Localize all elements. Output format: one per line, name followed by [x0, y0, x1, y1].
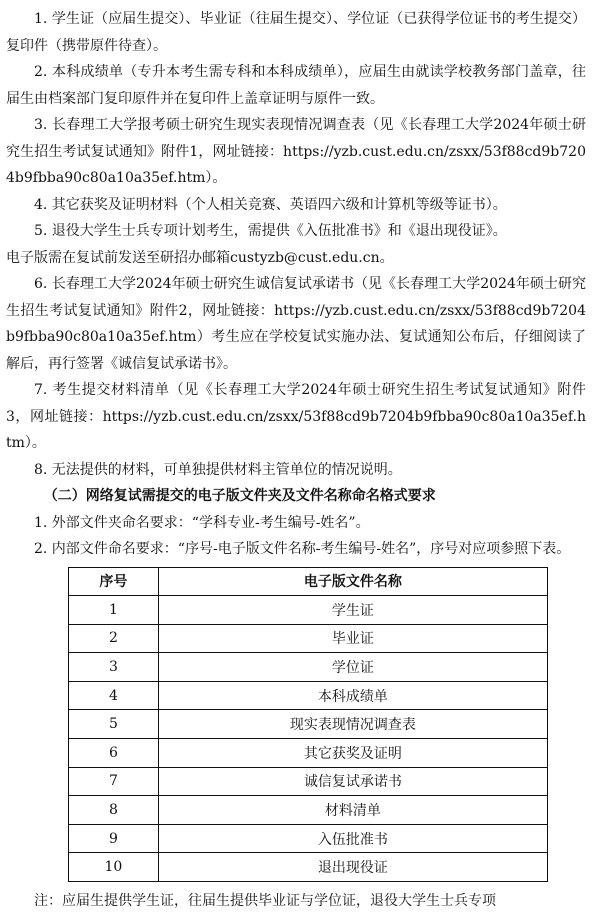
- row-file-name: 材料清单: [158, 796, 547, 825]
- table-row: [69, 767, 548, 796]
- table-row: [69, 624, 548, 653]
- paragraph-3: 3. 长春理工大学报考硕士研究生现实表现情况调查表（见《长春理工大学2024年硕士研究生招生考试复试通知》附件1，网址链接：https://yzb.cust.edu.cn/zsxx/53f88cd9b7204b9fbba90c80a10a35ef.htm）。: [6, 117, 586, 186]
- row-index: 8: [69, 796, 159, 825]
- row-file-name: 毕业证: [158, 624, 547, 653]
- paragraph-6: 6. 长春理工大学2024年硕士研究生诚信复试承诺书（见《长春理工大学2024年硕士研究生招生考试复试通知》附件2，网址链接：https://yzb.cust.edu.cn/zsxx/53f88cd9b7204b9fbba90c80a10a35ef.htm）考生应在学校复试实施办法、复试通知公布后，仔细阅读了解后，再行签署《诚信复试承诺书》。: [6, 276, 586, 372]
- row-index: 1: [69, 596, 159, 625]
- table-row: [69, 653, 548, 682]
- row-index: 3: [69, 653, 159, 682]
- table-row: [69, 824, 548, 853]
- row-file-name: 退出现役证: [158, 853, 547, 882]
- row-file-name: 现实表现情况调查表: [158, 710, 547, 739]
- row-index: 5: [69, 710, 159, 739]
- naming-rule-2: 2. 内部文件命名要求：“序号-电子版文件名称-考生编号-姓名”，序号对应项参照下表。: [34, 541, 571, 557]
- file-naming-table: [68, 567, 548, 883]
- row-file-name: 其它获奖及证明: [158, 739, 547, 768]
- header-file-name: 电子版文件名称: [158, 567, 547, 596]
- row-index: 7: [69, 767, 159, 796]
- row-index: 9: [69, 824, 159, 853]
- section-heading: （二）网络复试需提交的电子版文件夹及文件名称命名格式要求: [43, 488, 436, 504]
- row-index: 6: [69, 739, 159, 768]
- table-row: [69, 796, 548, 825]
- table-row: [69, 853, 548, 882]
- header-index: 序号: [69, 567, 159, 596]
- table-row: [69, 681, 548, 710]
- row-file-name: 学生证: [158, 596, 547, 625]
- row-file-name: 本科成绩单: [158, 681, 547, 710]
- paragraph-email: 电子版需在复试前发送至研招办邮箱custyzb@cust.edu.cn。: [6, 249, 394, 266]
- row-file-name: 入伍批准书: [158, 824, 547, 853]
- row-index: 10: [69, 853, 159, 882]
- paragraph-2: 2. 本科成绩单（专升本考生需专科和本科成绩单），应届生由就读学校教务部门盖章，往届生由档案部门复印原件并在复印件上盖章证明与原件一致。: [6, 64, 586, 107]
- paragraph-8: 8. 无法提供的材料，可单独提供材料主管单位的情况说明。: [34, 461, 402, 478]
- table-row: [69, 710, 548, 739]
- row-file-name: 学位证: [158, 653, 547, 682]
- paragraph-7: 7. 考生提交材料清单（见《长春理工大学2024年硕士研究生招生考试复试通知》附件3，网址链接：https://yzb.cust.edu.cn/zsxx/53f88cd9b7204b9fbba90c80a10a35ef.htm）。: [6, 382, 586, 451]
- paragraph-1: 1. 学生证（应届生提交）、毕业证（往届生提交）、学位证（已获得学位证书的考生提交）复印件（携带原件待查）。: [6, 11, 586, 54]
- row-file-name: 诚信复试承诺书: [158, 767, 547, 796]
- table-header-row: [69, 567, 548, 596]
- paragraph-4: 4. 其它获奖及证明材料（个人相关竞赛、英语四六级和计算机等级等证书）。: [34, 196, 507, 213]
- table-row: [69, 739, 548, 768]
- row-index: 4: [69, 681, 159, 710]
- table-row: [69, 596, 548, 625]
- row-index: 2: [69, 624, 159, 653]
- table-note: 注：应届生提供学生证，往届生提供毕业证与学位证，退役大学生士兵专项: [34, 893, 496, 910]
- naming-rule-1: 1. 外部文件夹命名要求：“学科专业-考生编号-姓名”。: [34, 514, 370, 531]
- paragraph-5: 5. 退役大学生士兵专项计划考生，需提供《入伍批准书》和《退出现役证》。: [34, 223, 507, 239]
